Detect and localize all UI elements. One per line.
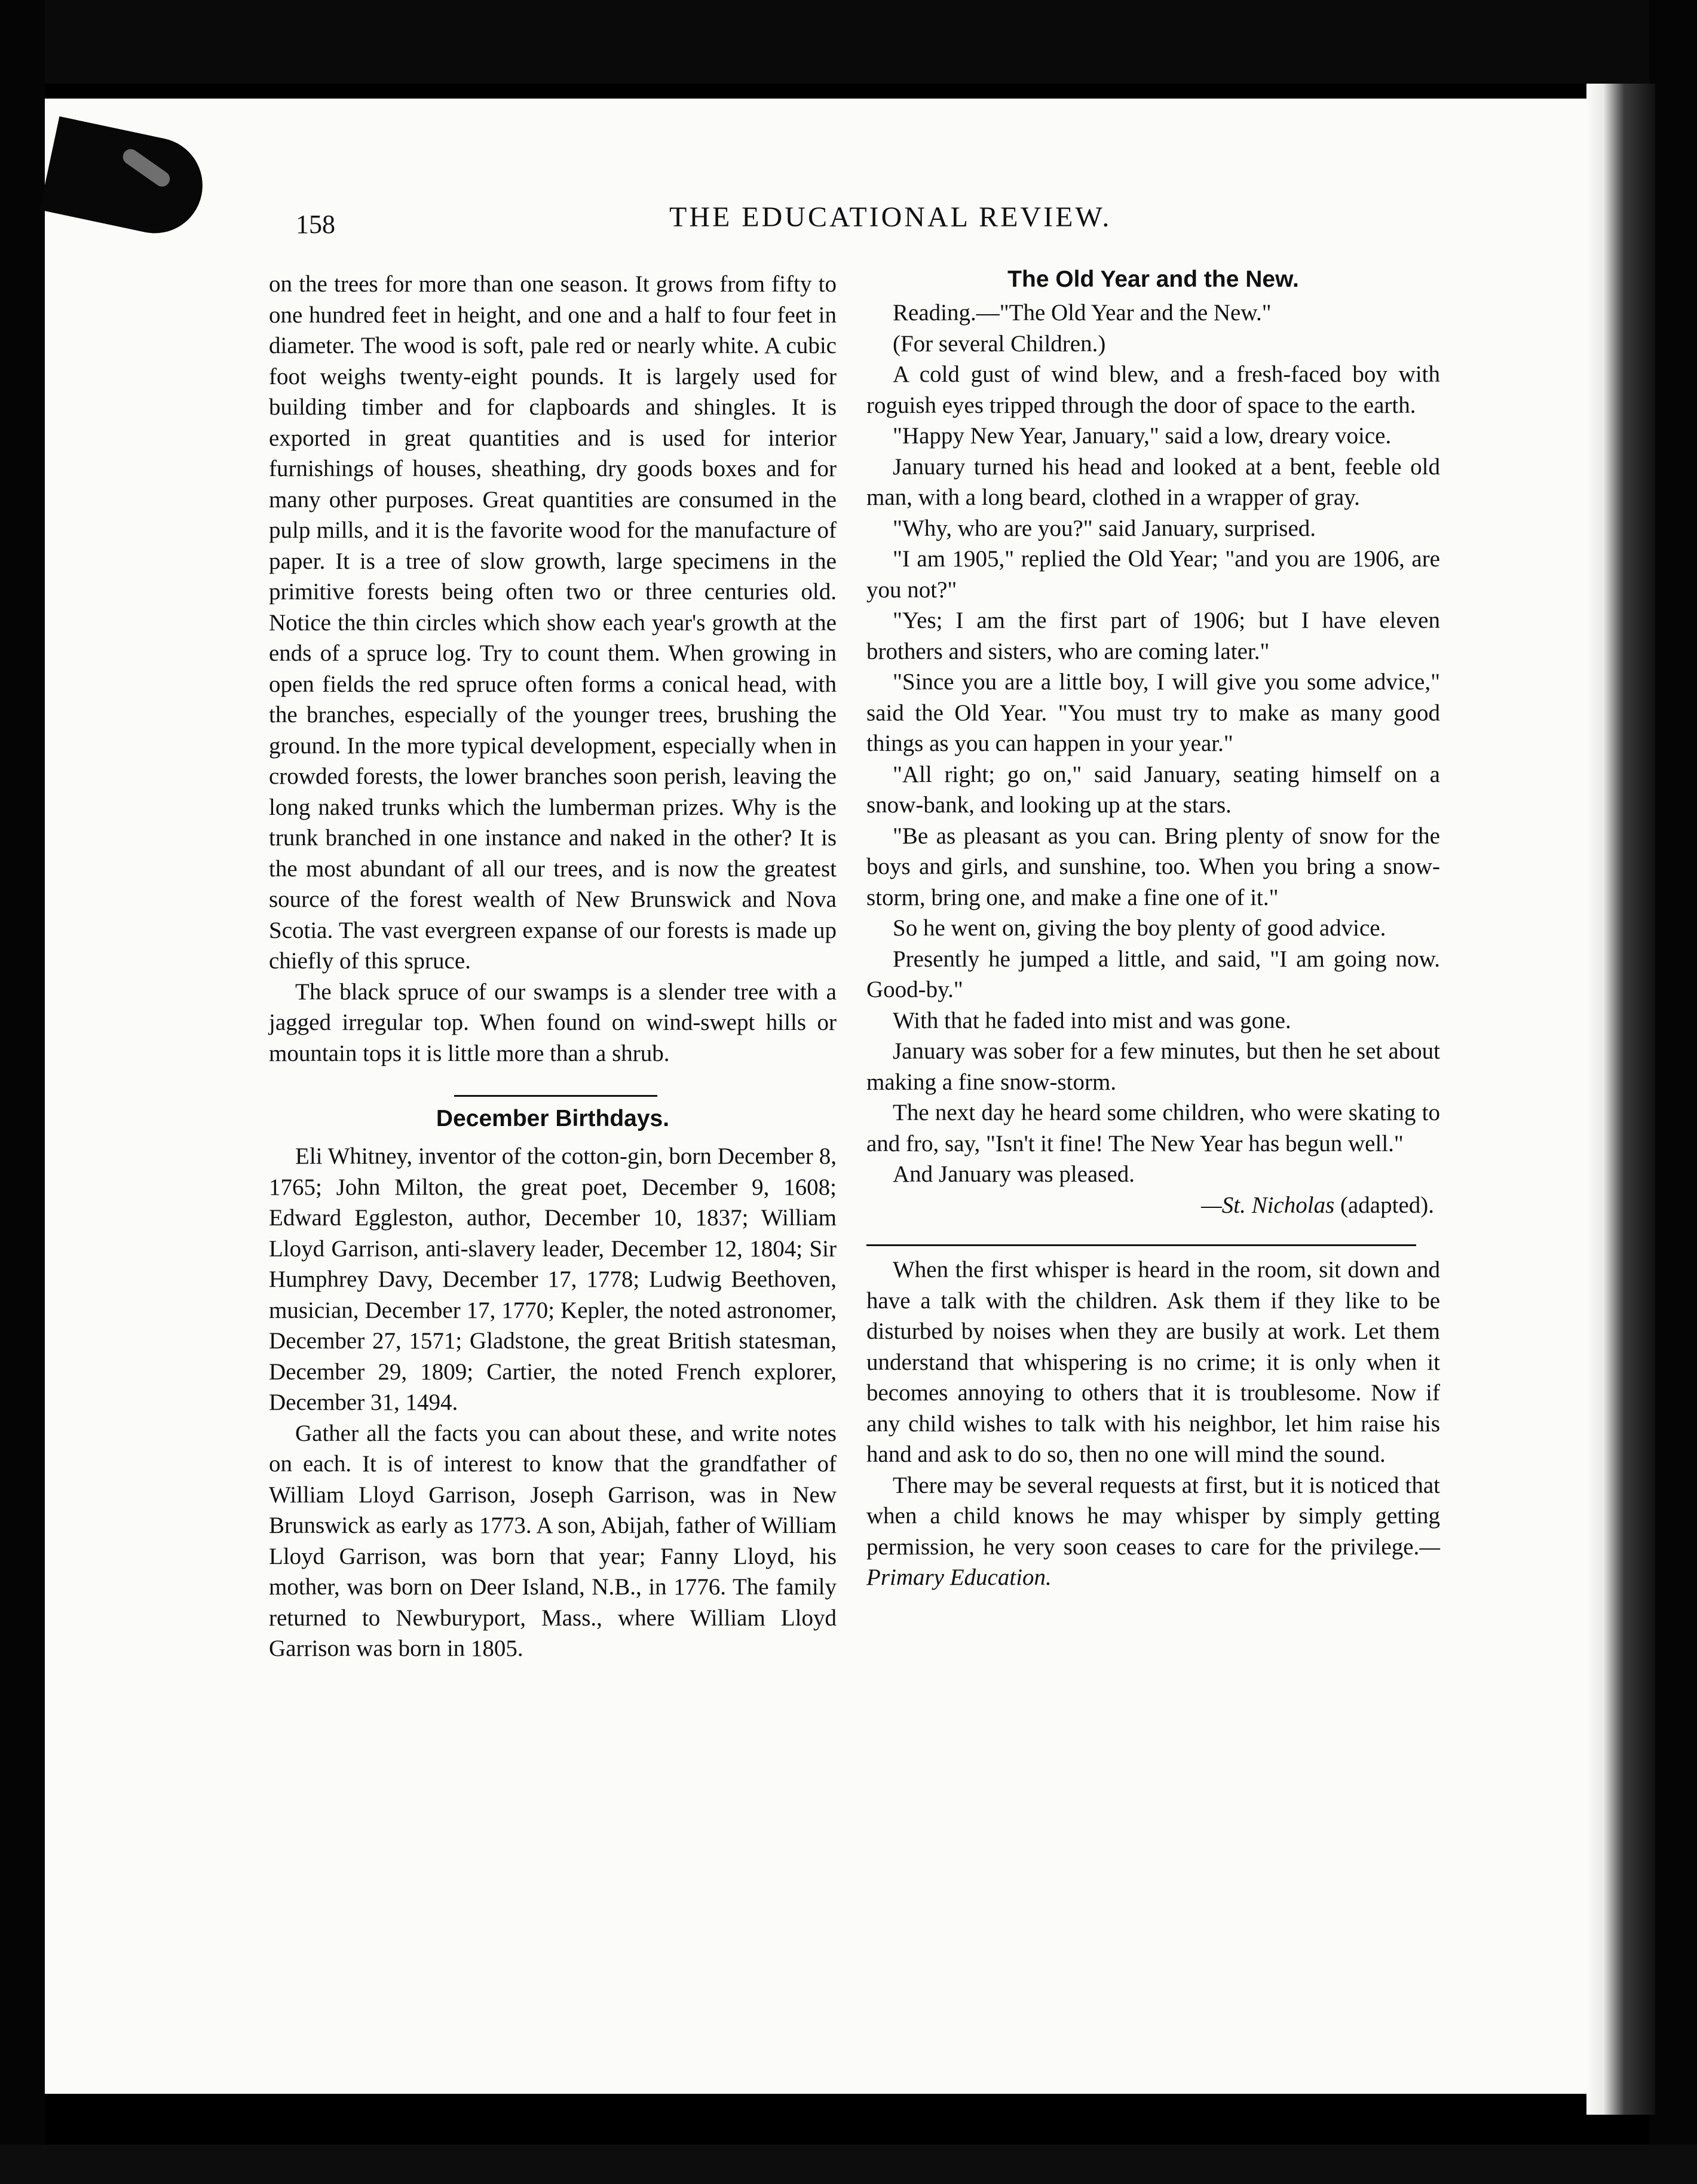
page-number: 158 <box>296 210 335 239</box>
spruce-paragraph-1: on the trees for more than one season. It grows from fifty to one hundred feet in height, and one and a half to four feet in diameter. The wood is soft, pale red or nearly white. A cubic foot weighs twenty-eight pounds. It is largely used for building timber and for clapboards and shingles. It is exported in great quantities and is used for interior furnishings of houses, sheathing, dry goods boxes and for many other purposes. Great quantities are consumed in the pulp mills, and it is the favorite wood for the manufacture of paper. It is a tree of slow growth, large specimens in the primitive forests being often two or three centuries old. Notice the thin circles which show each year's growth at the ends of a spruce log. Try to count them. When growing in open fields the red spruce often forms a conical head, with the branches, especially of the younger trees, brushing the ground. In the more typical development, especially when in crowded forests, the lower branches soon perish, leaving the long naked trunks which the lumberman prizes. Why is the trunk branched in one instance and naked in the other? It is the most abundant of all our trees, and is now the greatest source of the forest wealth of New Brunswick and Nova Scotia. The vast evergreen expanse of our forests is made up chiefly of this spruce. <box>269 271 837 974</box>
section-divider <box>454 1095 657 1097</box>
story-paragraph: And January was pleased. <box>893 1161 1135 1187</box>
right-column <box>866 263 1440 1593</box>
reading-line: Reading.—"The Old Year and the New." <box>893 300 1272 326</box>
birthdays-paragraph-2: Gather all the facts you can about these, and write notes on each. It is of interest to know that the grandfather of William Lloyd Garrison, Joseph Garrison, was in New Brunswick as early as 1773. A son, Abijah, father of William Lloyd Garrison, was born that year; Fanny Lloyd, his mother, was born on Deer Island, N.B., in 1776. The family returned to Newburyport, Mass., where William Lloyd Garrison was born in 1805. <box>269 1420 837 1661</box>
story-paragraph: "Be as pleasant as you can. Bring plenty of snow for the boys and girls, and sunshine, too. When you bring a snow-storm, bring one, and make a fine one of it." <box>866 823 1440 910</box>
story-paragraph: A cold gust of wind blew, and a fresh-faced boy with roguish eyes tripped through the door of space to the earth. <box>866 361 1440 418</box>
closing-text: There may be several requests at first, but it is noticed that when a child knows he may whisper by simply getting permission, he very soon ceases to care for the privilege. <box>866 1472 1440 1560</box>
story-paragraph: With that he faded into mist and was gone. <box>893 1007 1291 1033</box>
page-edge-shadow <box>1586 84 1655 2115</box>
scan-border-bottom <box>0 2145 1697 2184</box>
story-paragraph: "Since you are a little boy, I will give you some advice," said the Old Year. "You must try to make as many good things as you can happen in your year." <box>866 669 1440 756</box>
for-children-line: (For several Children.) <box>893 330 1106 357</box>
scan-border-right <box>1649 0 1697 2184</box>
story-paragraph: The next day he heard some children, who were skating to and fro, say, "Isn't it fine! The New Year has begun well." <box>866 1100 1440 1157</box>
section-divider <box>866 1244 1416 1246</box>
closing-source: —Primary Education. <box>866 1533 1440 1590</box>
scan-border-top <box>0 0 1697 84</box>
story-paragraph: "Happy New Year, January," said a low, dreary voice. <box>893 423 1392 449</box>
left-column <box>269 269 837 1664</box>
story-attribution <box>866 1190 1440 1221</box>
attribution-note: (adapted). <box>1340 1192 1434 1218</box>
story-paragraph: January was sober for a few minutes, but then he set about making a fine snow-storm. <box>866 1038 1440 1095</box>
story-paragraph: Presently he jumped a little, and said, "I am going now. Good-by." <box>866 946 1440 1002</box>
story-paragraph: "All right; go on," said January, seating himself on a snow-bank, and looking up at the stars. <box>866 761 1440 818</box>
spruce-paragraph-2: The black spruce of our swamps is a slender tree with a jagged irregular top. When found on wind-swept hills or mountain tops it is little more than a shrub. <box>269 978 837 1066</box>
old-year-heading: The Old Year and the New. <box>1007 266 1299 292</box>
story-paragraph: "I am 1905," replied the Old Year; "and you are 1906, are you not?" <box>866 546 1440 603</box>
story-paragraph: January turned his head and looked at a bent, feeble old man, with a long beard, clothed in a wrapper of gray. <box>866 453 1440 510</box>
whisper-paragraph: When the first whisper is heard in the room, sit down and have a talk with the children. Ask them if they like to be disturbed by noises when they are busily at work. Let them understand that whispering is no crime; it is only when it becomes annoying to others that it is troublesome. Now if any child wishes to talk with his neighbor, let him raise his hand and ask to do so, then no one will mind the sound. <box>866 1257 1440 1467</box>
story-paragraph: "Yes; I am the first part of 1906; but I have eleven brothers and sisters, who are coming later." <box>866 608 1440 664</box>
story-paragraph: So he went on, giving the boy plenty of good advice. <box>893 915 1386 941</box>
birthdays-paragraph-1: Eli Whitney, inventor of the cotton-gin, born December 8, 1765; John Milton, the great poet, December 9, 1608; Edward Eggleston, author, December 10, 1837; William Lloyd Garrison, anti-slavery leader, December 12, 1804; Sir Humphrey Davy, December 17, 1778; Ludwig Beethoven, musician, December 17, 1770; Kepler, the noted astronomer, December 27, 1571; Gladstone, the great British statesman, December 29, 1809; Cartier, the noted French explorer, December 31, 1494. <box>269 1143 837 1415</box>
story-paragraph: "Why, who are you?" said January, surprised. <box>893 515 1316 541</box>
closing-paragraph <box>866 1470 1440 1593</box>
journal-title: THE EDUCATIONAL REVIEW. <box>669 201 1112 233</box>
scan-border-left <box>0 0 45 2184</box>
attribution-source: —St. Nicholas <box>1201 1192 1335 1218</box>
birthdays-heading: December Birthdays. <box>436 1106 670 1131</box>
